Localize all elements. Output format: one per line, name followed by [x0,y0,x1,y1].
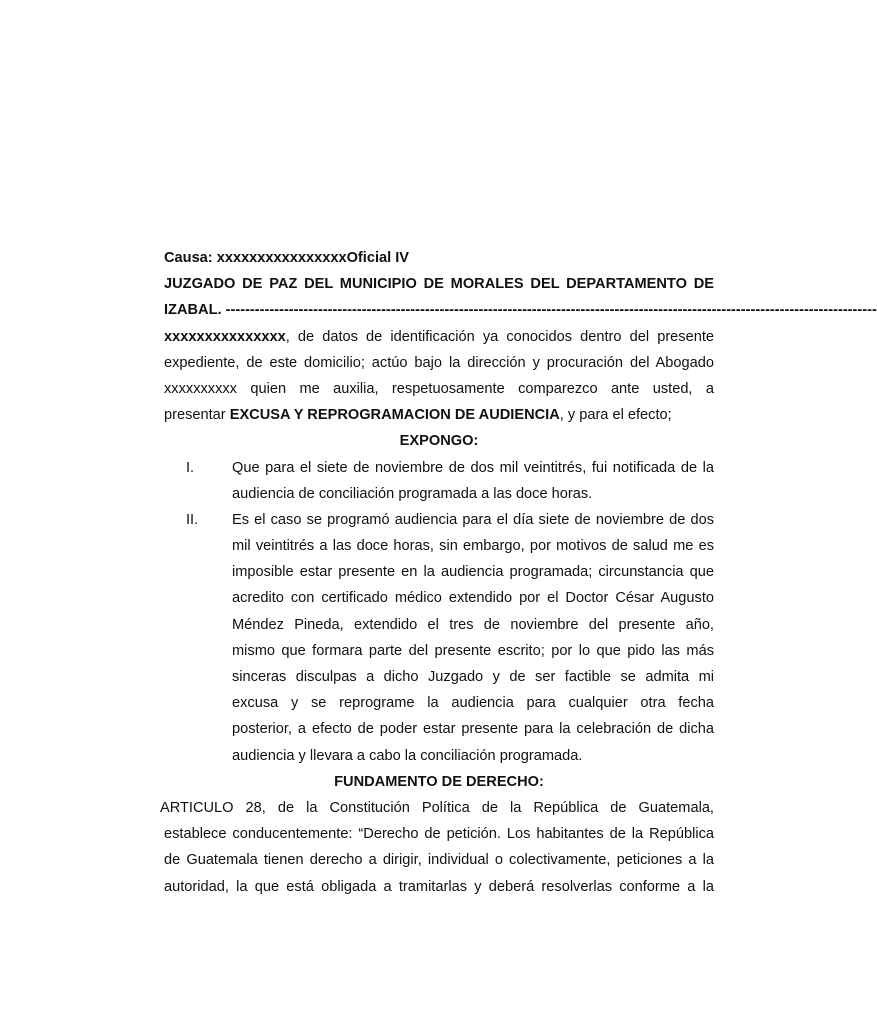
fundamento-line: de Guatemala tienen derecho a dirigir, individual o colectivamente, peticiones a la [164,852,714,869]
intro-line-4-start: presentar [164,407,230,424]
list-item-line: Es el caso se programó audiencia para el día siete de noviembre de dos [232,511,714,528]
list-item-line: audiencia y llevara a cabo la conciliación programada. [232,747,583,764]
intro-line-4-end: , y para el efecto; [559,407,672,424]
juzgado-izabal: IZABAL. [164,302,226,319]
intro-line-1 [164,324,714,350]
intro-line-1-rest: , de datos de identificación ya conocidos dentro del presente [285,328,714,345]
request-title: EXCUSA Y REPROGRAMACION DE AUDIENCIA [229,407,560,424]
list-item-body [232,455,714,507]
causa-line: Causa: xxxxxxxxxxxxxxxxOficial IV [164,250,410,266]
list-item-line: Que para el siete de noviembre de dos mil veintitrés, fui notificada de la [232,459,714,476]
list-item-line: mil veintitrés a las doce horas, sin embargo, por motivos de salud me es [232,538,714,555]
list-item-body [232,507,714,769]
fundamento-line: autoridad, la que está obligada a tramitarlas y deberá resolverlas conforme a la [164,878,714,895]
intro-line-2: expediente, de este domicilio; actúo bajo la dirección y procuración del Abogado [164,354,714,371]
party-name: xxxxxxxxxxxxxxx [164,328,286,345]
fundamento-line: establece conducentemente: “Derecho de petición. Los habitantes de la República [164,826,714,843]
list-item-line: acredito con certificado médico extendido por el Doctor César Augusto [232,590,714,607]
separator-dashes: -------------------------------------------------------------------------------------------------------------------------------------- [225,302,877,319]
intro-line-4 [164,402,714,428]
list-item-number: II. [186,511,199,528]
intro-line-3: xxxxxxxxxx quien me auxilia, respetuosamente comparezco ante usted, a [164,380,714,397]
list-item-number: I. [186,459,195,476]
juzgado-line-2 [164,297,877,323]
list-item-line: Méndez Pineda, extendido el tres de noviembre del presente año, [232,616,714,633]
list-item-line: posterior, a efecto de poder estar presente para la celebración de dicha [232,721,714,738]
juzgado-line-1: JUZGADO DE PAZ DEL MUNICIPIO DE MORALES DEL DEPARTAMENTO DE [164,276,714,293]
document-body [160,245,877,900]
list-item-line: excusa y se reprograme la audiencia para cualquier otra fecha [232,695,714,712]
expongo-heading: EXPONGO: [399,433,479,450]
list-item [164,455,714,507]
list-item-line: mismo que formara parte del presente escrito; por lo que pido las más [232,642,714,659]
list-item-line: sinceras disculpas a dicho Juzgado y de ser factible se admita mi [232,669,714,685]
list-item-line: imposible estar presente en la audiencia programada; circunstancia que [232,564,714,581]
list-item [164,507,714,769]
list-item-line: audiencia de conciliación programada a las doce horas. [232,485,593,502]
fundamento-heading: FUNDAMENTO DE DERECHO: [334,773,544,790]
fundamento-line: ARTICULO 28, de la Constitución Política de la República de Guatemala, [160,799,714,816]
